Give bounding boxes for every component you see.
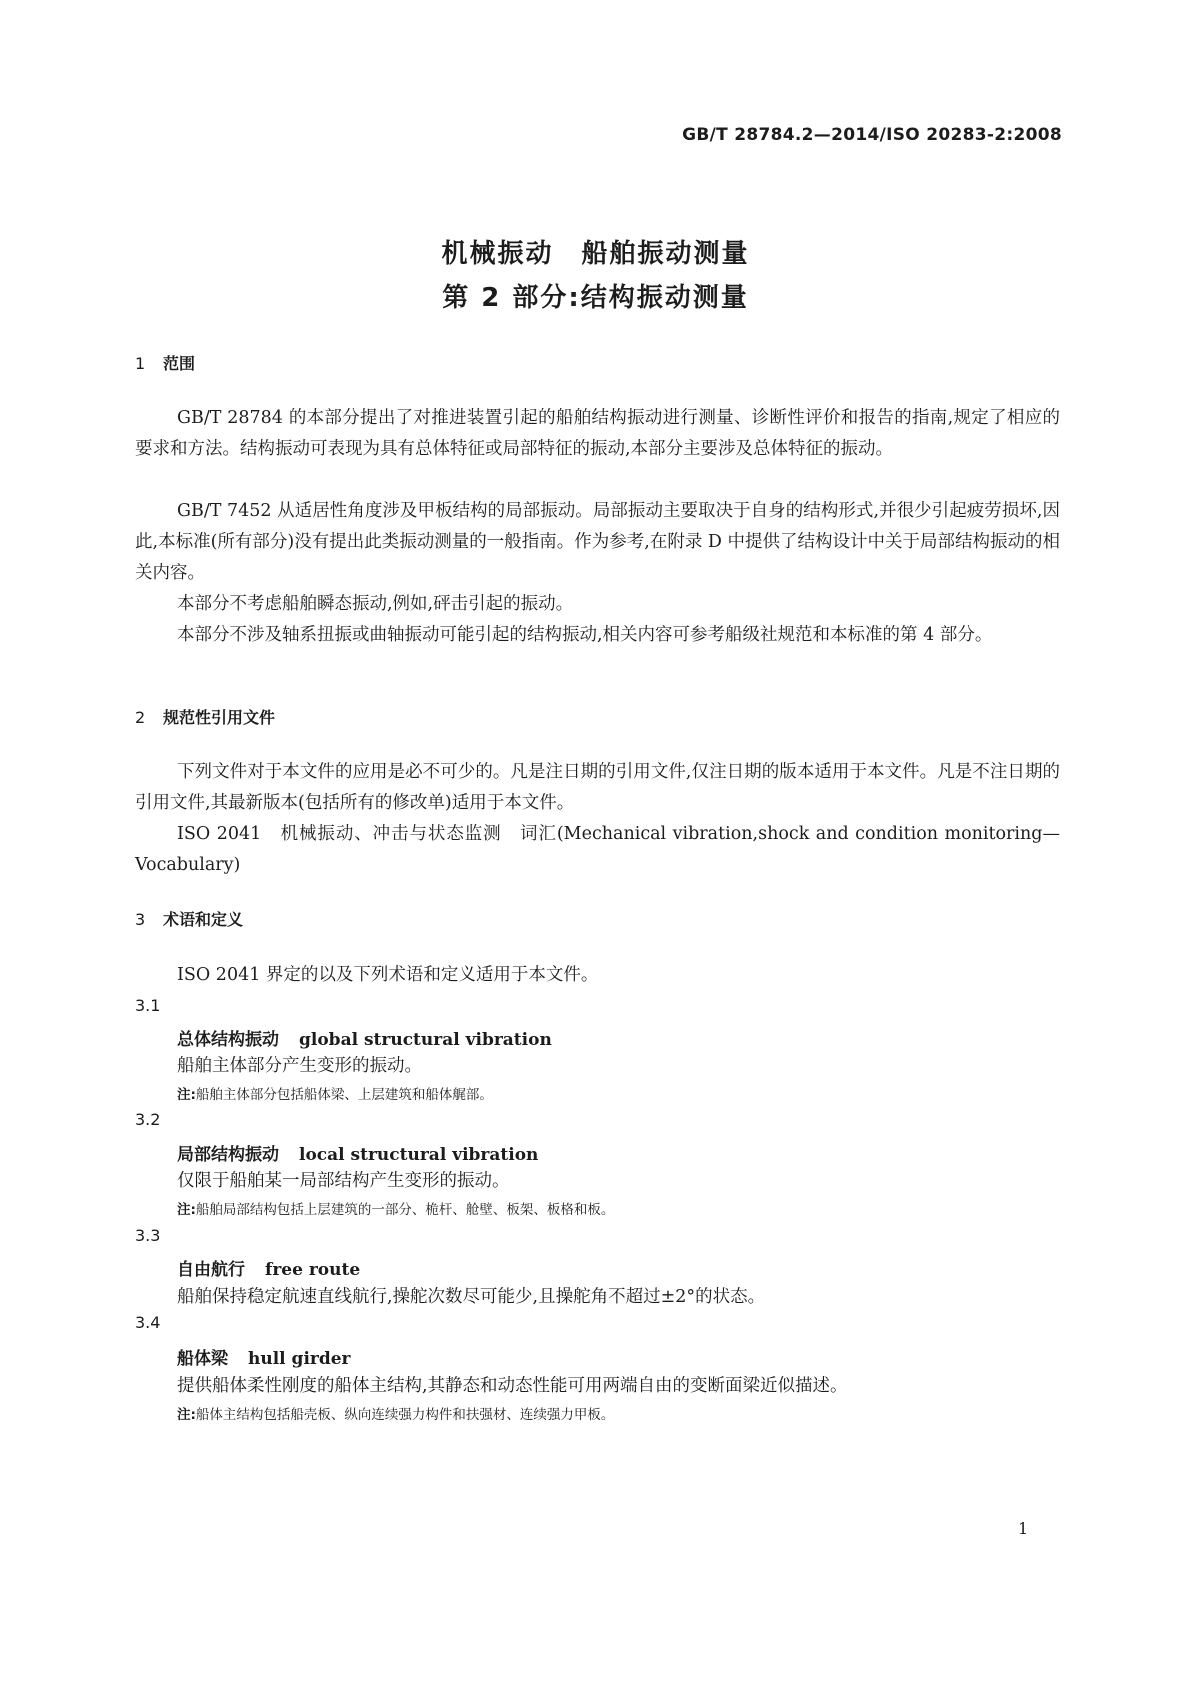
term-definition: 提供船体柔性刚度的船体主结构,其静态和动态性能可用两端自由的变断面梁近似描述。 [177, 1376, 848, 1396]
section-number: 1 [135, 354, 146, 373]
note-label: 注: [177, 1407, 196, 1423]
term-zh: 自由航行 [177, 1260, 245, 1280]
term-heading [177, 1140, 538, 1165]
section-heading-normative-references [135, 705, 275, 728]
term-heading [177, 1025, 552, 1050]
term-number: 3.2 [135, 1110, 161, 1129]
term-en: global structural vibration [299, 1030, 552, 1050]
note-label: 注: [177, 1087, 196, 1103]
paragraph: GB/T 28784 的本部分提出了对推进装置引起的船舶结构振动进行测量、诊断性评价和报告的指南,规定了相应的要求和方法。结构振动可表现为具有总体特征或局部特征的振动,本部分主要涉及总体特征的振动。 [135, 408, 1060, 459]
term-number: 3.1 [135, 996, 161, 1015]
term-en: hull girder [248, 1349, 351, 1369]
section-title: 术语和定义 [163, 910, 244, 929]
paragraph: 本部分不涉及轴系扭振或曲轴振动可能引起的结构振动,相关内容可参考船级社规范和本标准的第 4 部分。 [177, 625, 993, 645]
document-subtitle: 第 2 部分:结构振动测量 [442, 283, 749, 313]
standard-code: GB/T 28784.2—2014/ISO 20283-2:2008 [682, 125, 1062, 145]
term-number: 3.4 [135, 1313, 161, 1332]
paragraph: GB/T 7452 从适居性角度涉及甲板结构的局部振动。局部振动主要取决于自身的结构形式,并很少引起疲劳损坏,因此,本标准(所有部分)没有提出此类振动测量的一般指南。作为参考,在附录 D 中提供了结构设计中关于局部结构振动的相关内容。 [135, 501, 1060, 583]
paragraph: ISO 2041 界定的以及下列术语和定义适用于本文件。 [177, 965, 599, 985]
term-note [177, 1198, 614, 1218]
term-en: local structural vibration [299, 1145, 539, 1165]
term-note [177, 1083, 493, 1103]
note-text: 船舶主体部分包括船体梁、上层建筑和船体艉部。 [195, 1087, 493, 1103]
note-label: 注: [177, 1202, 196, 1218]
term-heading [177, 1255, 360, 1280]
paragraph: 下列文件对于本文件的应用是必不可少的。凡是注日期的引用文件,仅注日期的版本适用于本文件。凡是不注日期的引用文件,其最新版本(包括所有的修改单)适用于本文件。 [135, 762, 1060, 813]
term-definition: 船舶主体部分产生变形的振动。 [177, 1056, 422, 1076]
section-title: 规范性引用文件 [163, 708, 276, 727]
note-text: 船体主结构包括船壳板、纵向连续强力构件和扶强材、连续强力甲板。 [195, 1407, 615, 1423]
section-number: 2 [135, 708, 146, 727]
document-title: 机械振动 船舶振动测量 [441, 239, 750, 269]
term-zh: 船体梁 [177, 1349, 228, 1369]
reference-entry: ISO 2041 机械振动、冲击与状态监测 词汇(Mechanical vibration,shock and condition monitoring—Vocabulary) [135, 824, 1060, 875]
term-note [177, 1403, 614, 1423]
section-number: 3 [135, 910, 146, 929]
note-text: 船舶局部结构包括上层建筑的一部分、桅杆、舱壁、板架、板格和板。 [195, 1202, 615, 1218]
section-heading-terms-definitions [135, 907, 243, 930]
term-zh: 总体结构振动 [177, 1030, 279, 1050]
term-definition: 仅限于船舶某一局部结构产生变形的振动。 [177, 1171, 510, 1191]
paragraph: 本部分不考虑船舶瞬态振动,例如,砰击引起的振动。 [177, 594, 574, 614]
term-definition: 船舶保持稳定航速直线航行,操舵次数尽可能少,且操舵角不超过±2°的状态。 [177, 1287, 766, 1307]
section-title: 范围 [163, 354, 196, 373]
term-number: 3.3 [135, 1226, 161, 1245]
page-number: 1 [1018, 1519, 1029, 1538]
term-heading [177, 1344, 351, 1369]
term-en: free route [265, 1260, 361, 1280]
section-heading-scope [135, 351, 195, 374]
term-zh: 局部结构振动 [177, 1145, 279, 1165]
